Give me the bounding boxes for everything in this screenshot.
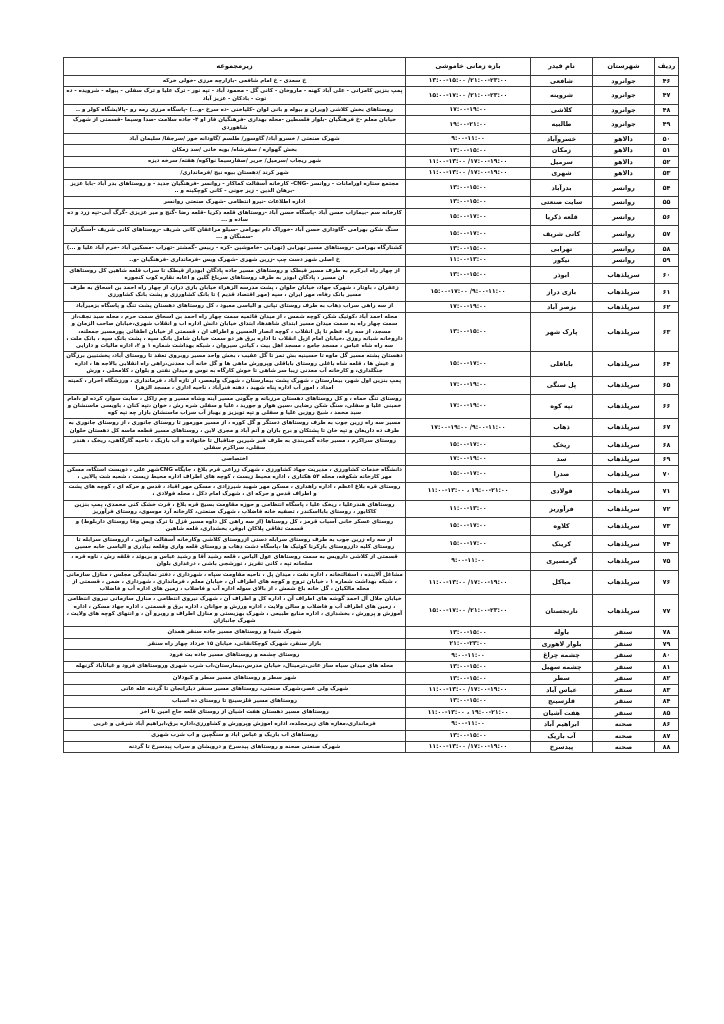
table-row <box>64 684 679 695</box>
table-row <box>64 208 679 226</box>
subset-area-cell: روستاهای اب باریک و عباس اباد و سنگچین و اب شرب شهری <box>64 730 406 741</box>
table-row <box>64 243 679 254</box>
subset-area-cell: شهر سطر و روستاهای مسیر سطر و کبودلان <box>64 673 406 684</box>
subset-area-cell: مسیر سه راه زرین جوب به طرف روستاهای دستگر و گل کوره ، از مسیر مورمور تا روستای جانوری ، از روستای جانوری به طرف ده داریغان و تپه خان تا پشتکان و برج بازان و آتم آباد و مجری لاین ، روستاهای مسیر قطعه ماسه کل دهستان حلوان <box>64 419 406 437</box>
table-row <box>64 518 679 536</box>
outage-time-cell: ۱۱:۰۰-۱۳:۰۰ /۱۷:۰۰-۱۹:۰۰ <box>406 570 531 595</box>
subset-area-cell: روستاهای هندرعلیا ، ریخک علیا ، پاسگاه انتظامی و حوزه مقاومت بسیج قره بلاغ ، قرت خشک کنی محمدی، پمپ بنزین کاکابور ، روستای بابااسکندر ، تصفیه خانه فاضلاب ، شهرک صنعتی، کارخانه آرد موسوی، روستای فرآوریز <box>64 500 406 518</box>
subset-area-cell: روستاهای مسیر قلزسینج تا روستای ده اسباب <box>64 696 406 707</box>
row-number-cell: ۶۷ <box>655 419 679 437</box>
row-number-cell: ۸۷ <box>655 730 679 741</box>
feeder-name-cell: میاکل <box>531 570 593 595</box>
table-row <box>64 76 679 87</box>
county-cell: جوانرود <box>593 116 655 134</box>
row-number-cell: ۴۸ <box>655 104 679 115</box>
table-row <box>64 284 679 302</box>
feeder-name-cell: بلوار لاهوری <box>531 638 593 649</box>
outage-time-cell: ۱۳:۰۰-۱۵:۰۰ <box>406 243 531 254</box>
outage-schedule-table <box>63 57 679 753</box>
county-cell: سرپلذهاب <box>593 553 655 571</box>
subset-area-cell: روستای تنگ حماه ، و کل روستاهای دهستان مرزبانه و چگونی مسیر آینه وشاه مسیر و چم زاکل ، سایت سوار، کرده لو ،امام خمینی علیا و سفلی، سنگ شکن رضایی ،سین هوار و جوربد ، علیا و سفلی شره رش ، خوان ،تپه کنان ، باویسی ماسنشان و سید محمد ، شیخ روزین علیا و سفلی و تپه تویزیز و بهباز آب سراب ماسنشان بازار چه تپه کوه <box>64 394 406 419</box>
feeder-name-cell: فولادی <box>531 483 593 501</box>
table-row <box>64 104 679 115</box>
feeder-name-cell: هفت آشیان <box>531 707 593 718</box>
table-body <box>64 76 679 753</box>
subset-area-cell: شهرک شیدا و روستاهای مسیر جاده سنقر همدان <box>64 627 406 638</box>
outage-time-cell: ۱۱:۰۰-۱۳:۰۰ /۱۷:۰۰-۱۹:۰۰ <box>406 742 531 753</box>
county-cell: دالاهو <box>593 156 655 167</box>
feeder-name-cell: باباقلی <box>531 352 593 377</box>
feeder-name-cell: کانی شریف <box>531 226 593 244</box>
row-number-cell: ۶۹ <box>655 454 679 465</box>
table-header <box>64 58 679 76</box>
row-number-cell: ۵۵ <box>655 197 679 208</box>
feeder-name-cell: پیدسرخ <box>531 742 593 753</box>
county-cell: صحنه <box>593 730 655 741</box>
subset-area-cell: خ اصلی شهر دست چپ -زرین شهری -شهرک ویس -فرمانداری -فرهنگیان -و.. <box>64 255 406 266</box>
county-cell: سرپلذهاب <box>593 352 655 377</box>
table-row <box>64 661 679 672</box>
county-cell: سنقر <box>593 707 655 718</box>
row-number-cell: ۷۲ <box>655 500 679 518</box>
outage-time-cell: ۱۵:۰۰-۱۷:۰۰ <box>406 436 531 454</box>
outage-time-cell: ۱۵:۰۰-۱۷:۰۰ <box>406 208 531 226</box>
subset-area-cell: بازار سنقر، شهرک کوچکانقانی، خیابان ۱۵ خرداد چهار راه سنقر <box>64 638 406 649</box>
table-row <box>64 179 679 197</box>
table-row <box>64 436 679 454</box>
county-cell: روانسر <box>593 226 655 244</box>
county-cell: سنقر <box>593 650 655 661</box>
feeder-name-cell: قلزسینج <box>531 696 593 707</box>
outage-time-cell: ۱۵:۰۰-۱۷:۰۰ <box>406 535 531 553</box>
county-cell: سرپلذهاب <box>593 595 655 627</box>
table-row <box>64 638 679 649</box>
outage-time-cell: ۱۳:۰۰-۱۵:۰۰ <box>406 627 531 638</box>
outage-time-cell: ۱۷:۰۰-۱۹:۰۰ <box>406 454 531 465</box>
outage-time-cell: ۱۷:۰۰-۱۹:۰۰ /۹:۰۰-۱۱:۰۰ <box>406 419 531 437</box>
subset-area-cell: مشاغل آلاینده ، اسفالتخانه ، اداره نفت ، میدان پل ، ناحیه مقاومت سپاه ، شهرداری ، دفتر نمایندگی مجلس ، منازل سازمانی ، شبکه بهداشت شماره ۱ ، خیابان تروج و کوچه های اطراف آن ، خیابان معلم ، فرمانداری ، شهرداری ، ضمن ، قسمتی از محله مالکیان ، گل خانه باغ شمش ، از بالای سوله اداره آب و فاضلاب ، زمین های اداره آب و فاضلاب <box>64 570 406 595</box>
county-cell: سرپلذهاب <box>593 454 655 465</box>
outage-time-cell: ۱۱:۰۰-۱۳:۰۰ /۱۷:۰۰-۱۹:۰۰ <box>406 168 531 179</box>
row-number-cell: ۷۱ <box>655 483 679 501</box>
row-number-cell: ۶۶ <box>655 394 679 419</box>
row-number-cell: ۵۷ <box>655 226 679 244</box>
subset-area-cell: از سه راهی سراب ذهاب به طرف روستای تپانی و الیاسی معبود ، کل روستاهای دهستان پشت تنگ و پاسگاه بزمیرآباد <box>64 301 406 312</box>
outage-time-cell: ۱۳:۰۰-۱۵:۰۰ <box>406 197 531 208</box>
outage-time-cell: ۱۱:۰۰-۱۳:۰۰ /۱۷:۰۰-۱۹:۰۰ <box>406 684 531 695</box>
outage-time-cell: ۱۱:۰۰-۱۳:۰۰ ، ۱۹:۰۰-۲۱:۰۰ <box>406 707 531 718</box>
subset-area-cell: اداره اطلاعات -نیرو انتظامی -شهرک صنعتی روانسر <box>64 197 406 208</box>
table-row <box>64 266 679 284</box>
outage-time-cell: ۹:۰۰-۱۱:۰۰ <box>406 650 531 661</box>
row-number-cell: ۵۳ <box>655 168 679 179</box>
county-cell: سنقر <box>593 661 655 672</box>
table-row <box>64 419 679 437</box>
feeder-name-cell: باوله <box>531 627 593 638</box>
feeder-name-cell: ذهاب <box>531 419 593 437</box>
feeder-name-cell: تپه کوه <box>531 394 593 419</box>
row-number-cell: ۸۱ <box>655 661 679 672</box>
outage-time-cell: ۱۳:۰۰-۱۵:۰۰ <box>406 179 531 197</box>
row-number-cell: ۵۲ <box>655 156 679 167</box>
row-number-cell: ۷۹ <box>655 638 679 649</box>
feeder-name-cell: چشمه سهیل <box>531 661 593 672</box>
subset-area-cell: شهرک ولی عصر،شهرک صنعتی، روستاهای مسیر سنقر دیلزانجان تا گردنه عله عانی <box>64 684 406 695</box>
county-cell: سرپلذهاب <box>593 284 655 302</box>
table-row <box>64 313 679 352</box>
table-row <box>64 570 679 595</box>
table-row <box>64 730 679 741</box>
subset-area-cell: از چهار راه ابرکرم به طرف مسیر قبطک و روستاهای مسیر جاده پادگان ابوذراز قبطک تا سراب قلعه شاهین کل روستاهای ان مسیر ، پادگان ابوذر به طرف روستاهای سرباغ گلین و اعابه نقاره کوب کنجوره <box>64 266 406 284</box>
outage-time-cell: ۱۳:۰۰-۱۵:۰۰ <box>406 696 531 707</box>
county-cell: سنقر <box>593 673 655 684</box>
feeder-name-cell: ابراهیم آباد <box>531 719 593 730</box>
feeder-name-cell: بازی دراز <box>531 284 593 302</box>
outage-time-cell: ۹:۰۰-۱۱:۰۰ <box>406 133 531 144</box>
county-cell: روانسر <box>593 208 655 226</box>
table-row <box>64 483 679 501</box>
county-cell: جوانرود <box>593 76 655 87</box>
subset-area-cell: سنگ شکن بهرامی -گاوداری حسن آباد -خوراک دام بهرامی -سیلو مراغفان کانی شریف -روستاهای کانی شریف -آسنگران -سمنگان و ... <box>64 226 406 244</box>
row-number-cell: ۸۰ <box>655 650 679 661</box>
row-number-cell: ۸۳ <box>655 684 679 695</box>
outage-time-cell: ۱۱:۰۰-۱۳:۰۰ ، ۱۹:۰۰-۲۱:۰۰ <box>406 483 531 501</box>
feeder-name-cell: خسروآباد <box>531 133 593 144</box>
row-number-cell: ۴۶ <box>655 76 679 87</box>
outage-time-cell: ۱۵:۰۰-۱۷:۰۰ /۹:۰۰-۱۱:۰۰ <box>406 284 531 302</box>
table-row <box>64 595 679 627</box>
row-number-cell: ۶۰ <box>655 266 679 284</box>
outage-time-cell: ۱۵:۰۰-۱۷:۰۰ <box>406 226 531 244</box>
table-row <box>64 301 679 312</box>
table-row <box>64 742 679 753</box>
subset-area-cell: دانشگاه خدمات کشاورزی ، مدیریت جهاد کشاورزی ، شهرک زراعی قرم بلاغ ، جایگاه CNGشهر علی ، دویست استگاه، مسکن مهر کارخانه شکوفه، محله ۵۴ هکتاری ، اداره محیط زیست ، کوچه های اطراف اداره محیط زیست ، شعبه شت پالایی ، <box>64 465 406 483</box>
outage-time-cell: ۱۳:۰۰-۱۵:۰۰ <box>406 145 531 156</box>
outage-time-cell: ۱۵:۰۰-۱۷:۰۰ <box>406 352 531 377</box>
subset-area-cell: از سه راه زرین جوب به طرف روستای سرابله دستی ازروستای کلاشی وکارخانه آسفالت ایوانی ، ازروستای سرابله تا روستای کلیه دازروستای بازکرنا کوئیک ها ،پاسگاه دشت ذهاب و روستای قلعه واری وقلعه بیاذری و الیاسی خابه حسین <box>64 535 406 553</box>
subset-area-cell: اختصاصی <box>64 454 406 465</box>
feeder-name-cell: کلاوه <box>531 518 593 536</box>
feeder-name-cell: شهری <box>531 168 593 179</box>
county-cell: دالاهو <box>593 133 655 144</box>
subset-area-cell: روستای سراکرم ، مسیر جاده گمربندی به طرف قبر شیرین جناقبال تا خانواده و آب بازیک ، ناحیه گارگاهی، ریخک ، هندر سفلی، سراکرم سفلی <box>64 436 406 454</box>
outage-time-cell: ۱۳:۰۰-۱۵:۰۰ <box>406 661 531 672</box>
county-cell: سرپلذهاب <box>593 465 655 483</box>
row-number-cell: ۵۸ <box>655 243 679 254</box>
feeder-name-cell: تهرابی <box>531 243 593 254</box>
county-cell: روانسر <box>593 179 655 197</box>
outage-time-cell: ۱۱:۰۰-۱۳:۰۰ <box>406 500 531 518</box>
county-cell: دالاهو <box>593 145 655 156</box>
table-row <box>64 650 679 661</box>
table-row <box>64 500 679 518</box>
subset-area-cell: روستای چشمه و روستاهای مسیر جاده بت فرود <box>64 650 406 661</box>
outage-time-cell: ۱۹:۰۰-۲۱:۰۰ <box>406 116 531 134</box>
table-row <box>64 145 679 156</box>
table-row <box>64 553 679 571</box>
feeder-name-cell: ریخک <box>531 436 593 454</box>
feeder-name-cell: آب باریک <box>531 730 593 741</box>
table-row <box>64 707 679 718</box>
outage-time-cell: ۱۷:۰۰-۱۹:۰۰ <box>406 394 531 419</box>
feeder-name-cell: سد <box>531 454 593 465</box>
outage-time-cell: ۱۷:۰۰-۱۹:۰۰ <box>406 377 531 395</box>
county-cell: صحنه <box>593 719 655 730</box>
feeder-name-cell: گرمسیری <box>531 553 593 571</box>
row-number-cell: ۷۰ <box>655 465 679 483</box>
row-number-cell: ۸۶ <box>655 719 679 730</box>
column-header-feeder: نام فیدر <box>531 58 593 76</box>
outage-time-cell: ۹:۰۰-۱۱:۰۰ <box>406 719 531 730</box>
county-cell: سرپلذهاب <box>593 377 655 395</box>
county-cell: دالاهو <box>593 168 655 179</box>
subset-area-cell: پمپ بنزین کامرانی - علی آباد کهنه - ماروخان - کانی گل - محمود آباد - تپه نور - ترک علیا و ترک سفلی - پیوله - شرویده - ده توت - بادکان - عزیز آباد <box>64 87 406 105</box>
row-number-cell: ۵۰ <box>655 133 679 144</box>
county-cell: صحنه <box>593 742 655 753</box>
feeder-name-cell: قلعه ذکریا <box>531 208 593 226</box>
outage-time-cell: ۱۱:۰۰-۱۳:۰۰ <box>406 255 531 266</box>
row-number-cell: ۶۴ <box>655 352 679 377</box>
subset-area-cell: قسمتی از کلاشی دارویس به سمت روستاهای عول الیاس ، قلعه رشید آقا و رشید عباس و بربوئد ، قلقه رش ، ناوه قره ، سلحانه تپه ، کانی تقریز ، تورشجی باشی ، درغداری بلوان <box>64 553 406 571</box>
subset-area-cell: کارخانه سم -بیمازاب حسن آباد -پاسگاه حسن آباد -روستاهای قلعه ذکریا -قلعه رضا -گنج و میر عزیزی -گرگ آبی-تپه زرد و ده ساده و ... <box>64 208 406 226</box>
subset-area-cell: دهستان پشته مسیر گل ماوه تا حسینیه بش تمر تا گل عقیب ، بخش واحد مسیر روبروی تعقد تا روستای آباد، پخشتیین برزگان و عیش ها ، قلعه شاه باغلی روستای باباقلی وپرورش ماهی ها و گل خانه آب معدنی،راهی راه انقلابی بالاجه ها ، اداره جنگلداری، و کارخانه آب معدنی زیبا سر شاهی تا خوش کارگاه به نوس و میدان نفتی و بلوان ، کلامحلی ، ورش <box>64 352 406 377</box>
feeder-name-cell: سایت صنعتی <box>531 197 593 208</box>
feeder-name-cell: کرینک <box>531 535 593 553</box>
row-number-cell: ۴۷ <box>655 87 679 105</box>
row-number-cell: ۸۸ <box>655 742 679 753</box>
county-cell: سنقر <box>593 696 655 707</box>
column-header-subset: زیرمجموعه <box>64 58 406 76</box>
subset-area-cell: شهرک صنعتی صحنه و روستاهای پیدسرخ و درویشان و سراب پیدسرخ تا گردنه <box>64 742 406 753</box>
table-row <box>64 352 679 377</box>
feeder-name-cell: سطر <box>531 673 593 684</box>
feeder-name-cell: زمکان <box>531 145 593 156</box>
feeder-name-cell: بزصر آباد <box>531 301 593 312</box>
table-row <box>64 465 679 483</box>
table-row <box>64 255 679 266</box>
row-number-cell: ۵۹ <box>655 255 679 266</box>
outage-time-cell: ۱۵:۰۰-۱۷:۰۰ <box>406 518 531 536</box>
feeder-name-cell: ابوذر <box>531 266 593 284</box>
subset-area-cell: بخش گهواره / سفرشاه/ بویه خانی /سد زمکان <box>64 145 406 156</box>
table-row <box>64 197 679 208</box>
table-row <box>64 673 679 684</box>
outage-time-cell: ۱۳:۰۰-۱۵:۰۰ <box>406 266 531 284</box>
column-header-radif: ردیف <box>655 58 679 76</box>
county-cell: سرپلذهاب <box>593 419 655 437</box>
row-number-cell: ۶۵ <box>655 377 679 395</box>
subset-area-cell: شهر کرند /دهستان بیوه نیج /فرمانداری/ <box>64 168 406 179</box>
row-number-cell: ۷۴ <box>655 535 679 553</box>
row-number-cell: ۴۹ <box>655 116 679 134</box>
table-row <box>64 116 679 134</box>
row-number-cell: ۷۷ <box>655 595 679 627</box>
feeder-name-cell: کلاشی <box>531 104 593 115</box>
county-cell: سنقر <box>593 684 655 695</box>
county-cell: سرپلذهاب <box>593 436 655 454</box>
outage-time-cell: ۹:۰۰-۱۱:۰۰ <box>406 553 531 571</box>
table-row <box>64 454 679 465</box>
county-cell: سرپلذهاب <box>593 500 655 518</box>
county-cell: روانسر <box>593 255 655 266</box>
feeder-name-cell: نارنجستان <box>531 595 593 627</box>
subset-area-cell: مجتمع ستاره اورامانات - روانسر -CNG- کارخانه آسفالت کماکار - روانسر -فرهنگیان جدید - و روستاهای بدر آباد -بابا عزیز -برهان الدین - زیر جونی - کانی کوچکینه و .. <box>64 179 406 197</box>
outage-time-cell: ۱۷:۰۰-۱۹:۰۰ <box>406 301 531 312</box>
outage-time-cell: ۱۵:۰۰-۱۷:۰۰ <box>406 465 531 483</box>
row-number-cell: ۸۲ <box>655 673 679 684</box>
subset-area-cell: شهر ریجاب /سرمیل/ حریر /صفارسیما نواکوه/ هفته/ سرخه دیزه <box>64 156 406 167</box>
feeder-name-cell: فرآوریز <box>531 500 593 518</box>
table-row <box>64 535 679 553</box>
subset-area-cell: زعفران ، باوتار ، شهرک جهاد، خیابان حلوان ، پشت مدرسه الزهراء خیابان بازی دراز، از چهار راه احمد بن اسحاق به طرف مسیر بانک رفاه، مهر ایران ، سپه (مهر اقتصاد قدیم ) تا بانک کشاورزی و پشت بانک کشاورزی <box>64 284 406 302</box>
subset-area-cell: خیابان معلم -خ فرهنگیان -بلوار فلسطین -محله بهداری -فرهنگیان فاز او ۴- جاده سلامت -صدا وسیما -قسمتی از شهرک شاهوردی <box>64 116 406 134</box>
county-cell: سرپلذهاب <box>593 483 655 501</box>
table-row <box>64 168 679 179</box>
row-number-cell: ۶۸ <box>655 436 679 454</box>
row-number-cell: ۷۵ <box>655 553 679 571</box>
county-cell: روانسر <box>593 243 655 254</box>
table-row <box>64 156 679 167</box>
row-number-cell: ۷۳ <box>655 518 679 536</box>
county-cell: سرپلذهاب <box>593 394 655 419</box>
feeder-name-cell: پل سنگی <box>531 377 593 395</box>
row-number-cell: ۸۵ <box>655 707 679 718</box>
table-row <box>64 719 679 730</box>
county-cell: سرپلذهاب <box>593 313 655 352</box>
subset-area-cell: محله احمد آباد ،کوئیک شکر، کوچه شمس ، از میدان قائمیه سمت چهار راه احمد بن اسحاق سمت حرم ، محله سید نجف،از سمت چهار راه به سمت میدان مسیر ابتدای شاهدها، ابتدای خیابان دانش اداره اب و انقلاب شهری،خیابان صاحب الزمان و مسجد، از سه راه عظم تا پل انقلاب ، کوچه انصار الحسین و اطراف ان ، قسمتی از خیابان اطفائی پورمسیر جمعلنه، داروخانه شبانه روزی ،خیابان امام ازپل انقلاب تا اداره برق هر دو سمت خیابان شامل بانک سپه ، پشت بانک سپه ، بانک ملت ، سه راه شاه عباس ، مسجد جامع ، مسجد اهل بیت ، کیانی سیروان ، شبکه بهداشت شماره ۱ و ۲، اداره مالیات و دارایی <box>64 313 406 352</box>
row-number-cell: ۵۴ <box>655 179 679 197</box>
table-row <box>64 627 679 638</box>
table-row <box>64 87 679 105</box>
subset-area-cell: روستای عسکر خانی آسیاب قرمز ، کل روستاها (از سه راهی کل داوه مسیر قزل تا ترک ویس وقا روستای داربلوط) و قسمت تفاقی پلاکان ابوفر، بخشداری، قلعه شاهین <box>64 518 406 536</box>
row-number-cell: ۶۳ <box>655 313 679 352</box>
subset-area-cell: شهرک صنعتی / خسرو آباد/ گاوسور/ طلسم /گاودانه خور /سرجقا/ سلیمان آباد <box>64 133 406 144</box>
row-number-cell: ۵۶ <box>655 208 679 226</box>
table-row <box>64 226 679 244</box>
county-cell: سنقر <box>593 627 655 638</box>
row-number-cell: ۷۸ <box>655 627 679 638</box>
county-cell: جوانرود <box>593 104 655 115</box>
county-cell: سرپلذهاب <box>593 266 655 284</box>
row-number-cell: ۶۱ <box>655 284 679 302</box>
county-cell: سرپلذهاب <box>593 518 655 536</box>
subset-area-cell: پمپ بنزین اول شهر، بیمارستان ، شهرک پشت بیمارستان ، شهرک ولیعصر، از تازه آباد ، فرمانداری ، ورزشگاه احرار ، کمیته امداد ، امور آب اداره پناه شهید ، دهنه فنرآباد ، ناحیه اداری ، مسجد الزهرا <box>64 377 406 395</box>
row-number-cell: ۵۱ <box>655 145 679 156</box>
feeder-name-cell: شافعی <box>531 76 593 87</box>
table-row <box>64 696 679 707</box>
feeder-name-cell: سرمیل <box>531 156 593 167</box>
table-row <box>64 377 679 395</box>
outage-time-cell: ۲۱:۰۰-۲۳:۰۰ <box>406 638 531 649</box>
county-cell: سرپلذهاب <box>593 570 655 595</box>
row-number-cell: ۶۲ <box>655 301 679 312</box>
feeder-name-cell: چشمه چراغ <box>531 650 593 661</box>
subset-area-cell: روستای قره بلاغ اعظم ، اداره راهداری ، مسکن مهر شهید شیرزادی ، مسکن مهر اقباد ، قدس و حرکه ای ، کوچه های پشت و اطراف قدس و حرکه ای ، شهرک امام دکل ، محله فولادی ، <box>64 483 406 501</box>
county-cell: روانسر <box>593 197 655 208</box>
outage-time-cell: ۱۳:۰۰-۱۵:۰۰ <box>406 673 531 684</box>
subset-area-cell: روستاهای مسیر دهستان هفت اشیان از روستای قلعه حاج امین تا اخر <box>64 707 406 718</box>
outage-time-cell: ۱۳:۰۰-۱۵:۰۰ /۲۱:۰۰-۲۳:۰۰ <box>406 76 531 87</box>
table-row <box>64 394 679 419</box>
feeder-name-cell: بدرآباد <box>531 179 593 197</box>
row-number-cell: ۸۴ <box>655 696 679 707</box>
outage-time-cell: ۱۷:۰۰-۱۹:۰۰ <box>406 104 531 115</box>
feeder-name-cell: صدرا <box>531 465 593 483</box>
county-cell: جوانرود <box>593 87 655 105</box>
feeder-name-cell: طالبیه <box>531 116 593 134</box>
subset-area-cell: روستاهای بخش کلاشی (ویران و بیوله و بانی لوان -کلیاخنی -ده سرخ -و...) -پاسگاه مرزی رمه رو -پالایشگاه کولر و .. <box>64 104 406 115</box>
subset-area-cell: خیابان جلال آل احمد گوشه های اطراف آن ، اداره کل و اطراف آن ، شهرک نیروی انتظامی ، منازل سازمانی نیروی انتظامی ، زمین های اطراف آب و فاضلاب و سالن ولایت ، اداره ورزش و جوانان ، اداره برق و قسمتی ، اداره جهاد مسکن ، اداره آموزش و پرورش ، بخشداری ، اداره منابع طبیعی ، شهرک بهزیستی و منازل اطراف و روبرو آن ، و انتهای کوچه های ولایت ، شهرک جانبازان <box>64 595 406 627</box>
row-number-cell: ۷۶ <box>655 570 679 595</box>
outage-time-cell: ۱۳:۰۰-۱۵:۰۰ <box>406 313 531 352</box>
feeder-name-cell: پارک شهر <box>531 313 593 352</box>
county-cell: سرپلذهاب <box>593 301 655 312</box>
subset-area-cell: خ سعدی - خ امام شافعی -بازارچه مرزی -خولی خرکه <box>64 76 406 87</box>
column-header-time: بازه زمانی خاموشی <box>406 58 531 76</box>
feeder-name-cell: شروینه <box>531 87 593 105</box>
subset-area-cell: محله های میدان سیاه ساز عانی،ترمینال، خیابان مدرس،بیمارستان،اب شرب شهری وروستاهای فرود و غیاثآباد گزنهله <box>64 661 406 672</box>
table-row <box>64 133 679 144</box>
subset-area-cell: فرمانداری،مغازه های زیرمجلده، اداره اموزش وپرورش و کشاورزی،اداره برق،ابراهیم آباد شرقی و غربی <box>64 719 406 730</box>
feeder-name-cell: نیکور <box>531 255 593 266</box>
county-cell: سرپلذهاب <box>593 535 655 553</box>
feeder-name-cell: عباس آباد <box>531 684 593 695</box>
table-header-row <box>64 58 679 76</box>
subset-area-cell: کشتارگاه بهرامی -روستاهای مسیر تهرابی (تهرابی -خاموشین -کره - ربیس -گمشتر -تهراب -مسکین آباد -خرم آباد علیا و ...) <box>64 243 406 254</box>
outage-time-cell: ۱۳:۰۰-۱۵:۰۰ <box>406 730 531 741</box>
column-header-shahrestan: شهرستان <box>593 58 655 76</box>
outage-time-cell: ۱۱:۰۰-۱۳:۰۰ /۱۷:۰۰-۱۹:۰۰ <box>406 156 531 167</box>
county-cell: سنقر <box>593 638 655 649</box>
outage-time-cell: ۱۵:۰۰-۱۷:۰۰ /۲۱:۰۰-۲۳:۰۰ <box>406 595 531 627</box>
outage-time-cell: ۱۵:۰۰-۱۷:۰۰ /۲۱:۰۰-۲۳:۰۰ <box>406 87 531 105</box>
